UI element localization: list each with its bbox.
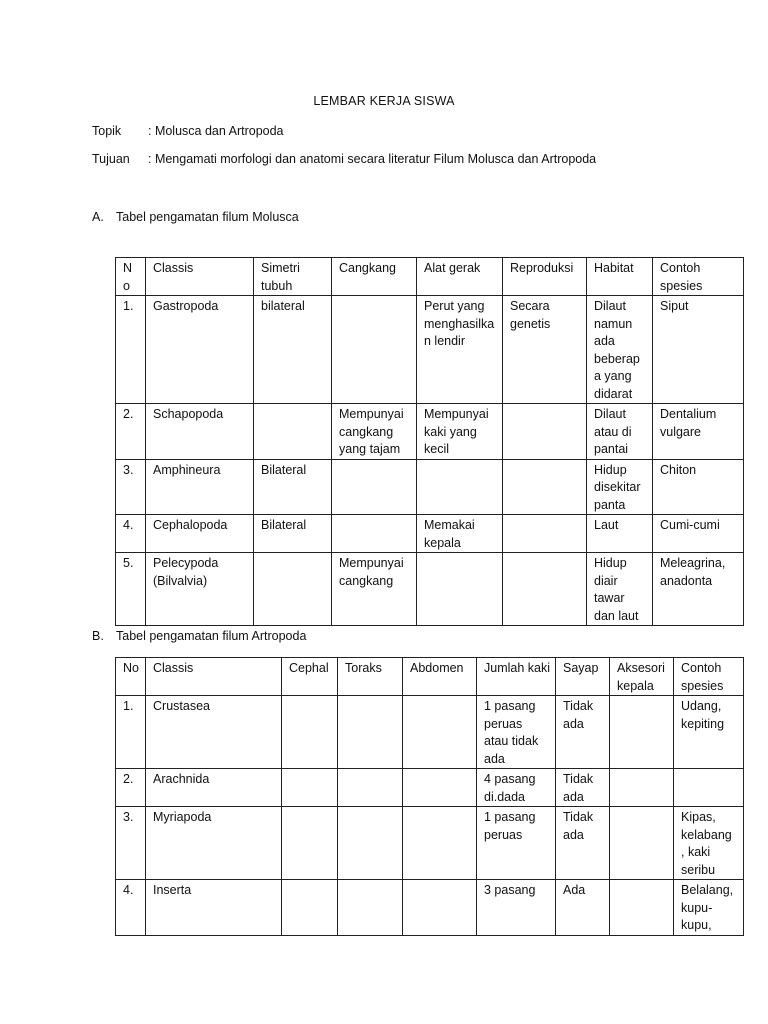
table-cell	[146, 459, 254, 515]
table-cell	[338, 769, 403, 807]
cell-value: Cephalopoda	[153, 518, 228, 532]
table-cell	[653, 404, 744, 460]
table-cell	[653, 553, 744, 626]
table-cell	[146, 404, 254, 460]
cell-value: Crustasea	[153, 699, 210, 713]
column-header-label: Alat gerak	[424, 261, 481, 275]
table-cell	[417, 553, 503, 626]
column-header	[332, 258, 417, 296]
column-header-label: Classis	[153, 261, 194, 275]
column-header	[503, 258, 587, 296]
table-cell	[477, 880, 556, 936]
table-row	[116, 515, 744, 553]
table-cell	[338, 807, 403, 880]
table-cell	[503, 515, 587, 553]
cell-value: Ada	[563, 883, 586, 897]
table-cell	[282, 696, 338, 769]
table-cell	[674, 880, 744, 936]
table-cell	[254, 459, 332, 515]
cell-value: 4 pasang di.dada	[484, 772, 536, 804]
table-cell	[610, 696, 674, 769]
table-cell	[477, 807, 556, 880]
cell-value: 3.	[123, 810, 134, 824]
cell-value: Mempunyai cangkang yang tajam	[339, 407, 404, 456]
cell-value: Arachnida	[153, 772, 210, 786]
table-cell	[556, 880, 610, 936]
column-header	[417, 258, 503, 296]
column-header-label: Contoh spesies	[660, 261, 703, 293]
cell-value: 2.	[123, 772, 134, 786]
table-cell	[503, 459, 587, 515]
cell-value: Hidup diair tawar dan laut	[594, 556, 639, 623]
goal-value: : Mengamati morfologi dan anatomi secara literatur Filum Molusca dan Artropoda	[148, 152, 597, 166]
column-header	[403, 658, 477, 696]
table-cell	[674, 769, 744, 807]
table-cell	[116, 459, 146, 515]
cell-value: Pelecypoda (Bilvalvia)	[153, 556, 219, 588]
cell-value: Kipas, kelabang , kaki seribu	[681, 810, 732, 877]
table-cell	[556, 769, 610, 807]
table-cell	[332, 553, 417, 626]
table-cell	[477, 769, 556, 807]
cell-value: 1 pasang peruas	[484, 810, 536, 842]
table-cell	[116, 404, 146, 460]
cell-value: 3.	[123, 462, 134, 477]
table-cell	[417, 459, 503, 515]
table-cell	[610, 769, 674, 807]
topic-label: Topik	[92, 124, 122, 138]
page-title: LEMBAR KERJA SISWA	[313, 94, 455, 108]
table-cell	[417, 296, 503, 404]
topic-row	[92, 124, 284, 138]
cell-value: Gastropoda	[153, 299, 219, 313]
column-header	[338, 658, 403, 696]
table-cell	[332, 404, 417, 460]
molusca-table-body	[116, 296, 744, 626]
table-cell	[556, 807, 610, 880]
table-cell	[587, 515, 653, 553]
cell-value: 3 pasang	[484, 883, 536, 897]
table-cell	[403, 696, 477, 769]
table-cell	[146, 807, 282, 880]
table-cell	[254, 515, 332, 553]
table-cell	[116, 696, 146, 769]
cell-value: Schapopoda	[153, 407, 224, 421]
table-cell	[674, 807, 744, 880]
cell-value: Tidak ada	[563, 772, 594, 804]
cell-value: Mempunyai cangkang	[339, 556, 404, 588]
column-header-label: Sayap	[563, 661, 599, 675]
table-row	[116, 404, 744, 460]
table-cell	[338, 696, 403, 769]
cell-value: Cumi-cumi	[660, 518, 720, 532]
cell-value: Perut yang menghasilka n lendir	[424, 299, 495, 348]
column-header	[674, 658, 744, 696]
table-cell	[116, 553, 146, 626]
cell-value: 1.	[123, 699, 134, 713]
column-header-label: Classis	[153, 661, 194, 675]
table-row	[116, 769, 744, 807]
cell-value: Inserta	[153, 883, 192, 897]
table-cell	[503, 404, 587, 460]
table-cell	[282, 880, 338, 936]
cell-value: 4.	[123, 883, 134, 897]
table-cell	[282, 769, 338, 807]
cell-value: 5.	[123, 556, 134, 570]
table-cell	[282, 807, 338, 880]
table-row	[116, 459, 744, 515]
table-cell	[503, 553, 587, 626]
table-cell	[146, 553, 254, 626]
column-header-label: Cephal	[289, 661, 329, 675]
table-cell	[254, 296, 332, 404]
column-header	[477, 658, 556, 696]
column-header	[116, 258, 146, 296]
column-header-label: Toraks	[345, 661, 382, 675]
goal-label: Tujuan	[92, 152, 130, 166]
table-cell	[332, 459, 417, 515]
table-cell	[116, 769, 146, 807]
topic-value: : Molusca dan Artropoda	[148, 124, 284, 138]
table-cell	[674, 696, 744, 769]
cell-value: Dentalium vulgare	[660, 407, 717, 439]
table-row	[116, 296, 744, 404]
table-cell	[254, 404, 332, 460]
column-header-label: Abdomen	[410, 661, 464, 675]
molusca-table	[115, 257, 744, 626]
table-row	[116, 880, 744, 936]
column-header-label: Habitat	[594, 261, 634, 275]
cell-value: Hidup disekitar panta	[594, 462, 641, 512]
section-b-heading	[92, 629, 306, 643]
table-cell	[587, 553, 653, 626]
table-cell	[254, 553, 332, 626]
column-header-label: Aksesori kepala	[617, 661, 665, 693]
column-header-label: Jumlah kaki	[484, 661, 550, 675]
section-b-letter: B.	[92, 629, 104, 643]
table-row	[116, 696, 744, 769]
section-a-title: Tabel pengamatan filum Molusca	[116, 210, 299, 224]
table-cell	[332, 515, 417, 553]
cell-value: Udang, kepiting	[681, 699, 725, 731]
column-header-label: Cangkang	[339, 261, 396, 275]
section-b-title: Tabel pengamatan filum Artropoda	[116, 629, 307, 643]
table-cell	[146, 696, 282, 769]
column-header	[610, 658, 674, 696]
artropoda-table	[115, 657, 744, 936]
cell-value: Myriapoda	[153, 810, 212, 824]
table-cell	[556, 696, 610, 769]
table-cell	[146, 880, 282, 936]
table-cell	[587, 404, 653, 460]
column-header	[146, 658, 282, 696]
section-a-letter: A.	[92, 210, 104, 224]
table-cell	[417, 404, 503, 460]
column-header-label: Simetri tubuh	[261, 261, 300, 293]
cell-value: Dilaut atau di pantai	[594, 407, 632, 456]
molusca-table-header	[116, 258, 744, 296]
artropoda-table-body	[116, 696, 744, 936]
table-cell	[146, 296, 254, 404]
column-header-label: No	[123, 661, 139, 675]
cell-value: 1.	[123, 299, 134, 313]
column-header	[254, 258, 332, 296]
cell-value: Siput	[660, 299, 689, 313]
table-cell	[610, 807, 674, 880]
cell-value: Amphineura	[153, 462, 221, 477]
table-cell	[116, 296, 146, 404]
table-cell	[587, 296, 653, 404]
table-cell	[653, 515, 744, 553]
table-cell	[403, 807, 477, 880]
table-cell	[403, 880, 477, 936]
column-header	[146, 258, 254, 296]
column-header-label: N o	[123, 261, 133, 293]
cell-value: Belalang, kupu- kupu,	[681, 883, 734, 932]
column-header-label: Reproduksi	[510, 261, 574, 275]
table-cell	[146, 769, 282, 807]
table-cell	[116, 880, 146, 936]
column-header	[587, 258, 653, 296]
table-row	[116, 553, 744, 626]
table-cell	[417, 515, 503, 553]
table-cell	[477, 696, 556, 769]
cell-value: Secara genetis	[510, 299, 551, 331]
table-cell	[116, 515, 146, 553]
column-header	[556, 658, 610, 696]
cell-value: 1 pasang peruas atau tidak ada	[484, 699, 539, 766]
cell-value: 2.	[123, 407, 134, 421]
table-cell	[116, 807, 146, 880]
column-header	[653, 258, 744, 296]
table-cell	[338, 880, 403, 936]
cell-value: Tidak ada	[563, 699, 594, 731]
table-cell	[403, 769, 477, 807]
cell-value: bilateral	[261, 299, 305, 313]
table-cell	[653, 459, 744, 515]
cell-value: Dilaut namun ada beberap a yang didarat	[594, 299, 640, 401]
table-cell	[610, 880, 674, 936]
column-header	[116, 658, 146, 696]
section-a-heading	[92, 210, 299, 224]
table-cell	[653, 296, 744, 404]
goal-row	[92, 152, 596, 166]
table-row	[116, 807, 744, 880]
cell-value: Laut	[594, 518, 619, 532]
cell-value: Bilateral	[261, 518, 307, 532]
table-cell	[503, 296, 587, 404]
artropoda-table-header	[116, 658, 744, 696]
table-cell	[332, 296, 417, 404]
cell-value: Mempunyai kaki yang kecil	[424, 407, 489, 456]
table-cell	[146, 515, 254, 553]
cell-value: Bilateral	[261, 462, 307, 477]
cell-value: Tidak ada	[563, 810, 594, 842]
column-header	[282, 658, 338, 696]
cell-value: Chiton	[660, 462, 697, 477]
cell-value: Meleagrina, anadonta	[660, 556, 726, 588]
cell-value: 4.	[123, 518, 134, 532]
table-cell	[587, 459, 653, 515]
cell-value: Memakai kepala	[424, 518, 475, 550]
column-header-label: Contoh spesies	[681, 661, 724, 693]
